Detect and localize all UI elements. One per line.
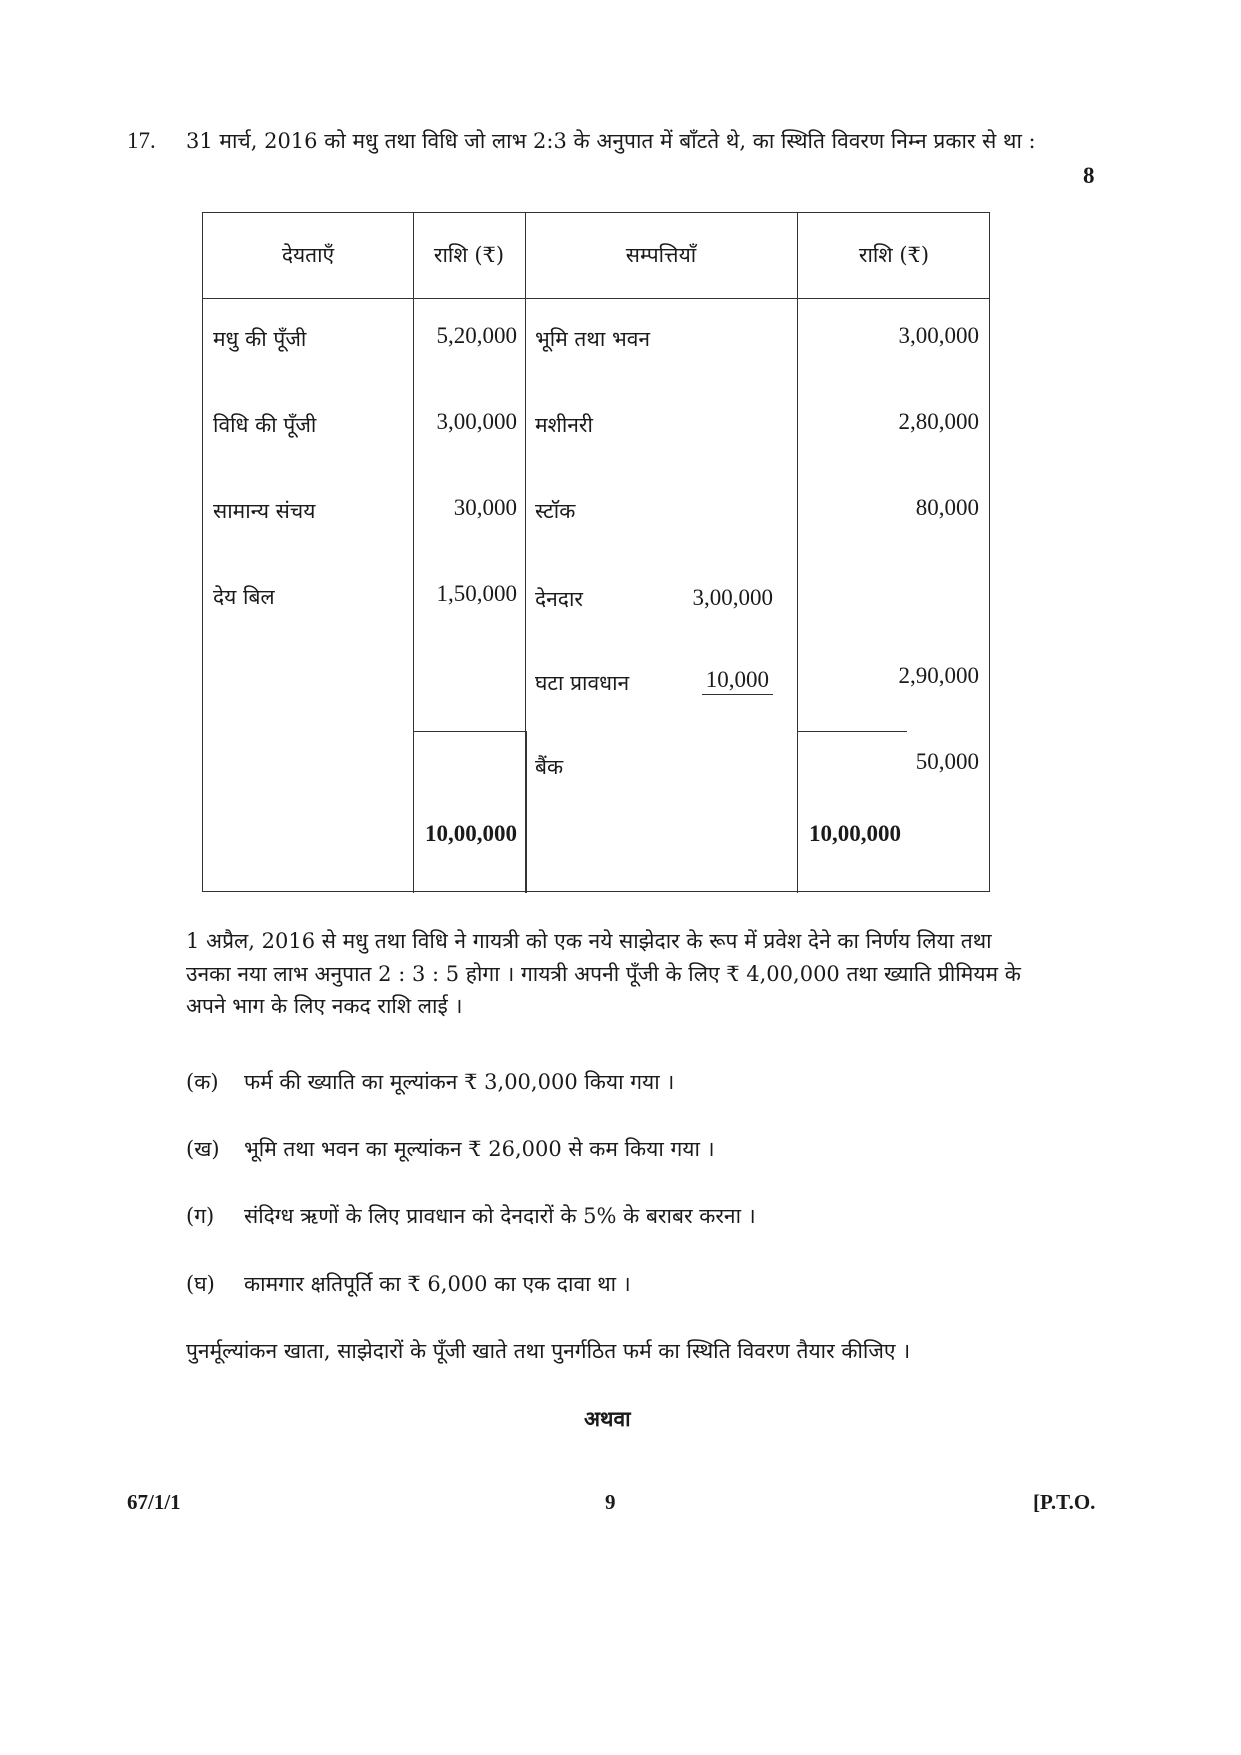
asset-inner-amount: 10,000 (673, 667, 773, 693)
adjustment-item (186, 1135, 715, 1163)
adjustment-item (186, 1068, 674, 1096)
footer-page-number: 9 (605, 1490, 616, 1514)
paragraph-line: उनका नया लाभ अनुपात 2 : 3 : 5 होगा । गायत्री अपनी पूँजी के लिए ₹ 4,00,000 तथा ख्याति प्रीमियम के (186, 961, 1021, 986)
asset-label: बैंक (535, 755, 564, 779)
liability-label: विधि की पूँजी (213, 413, 317, 437)
paragraph-line: अपने भाग के लिए नकद राशि लाई । (186, 994, 463, 1019)
total-box-left (413, 731, 527, 893)
asset-amount: 2,80,000 (898, 409, 979, 434)
asset-inner-amount: 3,00,000 (692, 585, 773, 610)
item-text: भूमि तथा भवन का मूल्यांकन ₹ 26,000 से कम किया गया । (244, 1137, 715, 1161)
asset-amount: 80,000 (915, 495, 979, 520)
item-label: (क) (186, 1070, 219, 1094)
asset-amount: 50,000 (915, 749, 979, 774)
instruction-text: पुनर्मूल्यांकन खाता, साझेदारों के पूँजी खाते तथा पुनर्गठित फर्म का स्थिति विवरण तैयार कीजिए । (186, 1339, 911, 1363)
item-label: (घ) (186, 1272, 215, 1296)
header-assets: सम्पत्तियाँ (625, 243, 697, 267)
question-number: 17. (127, 128, 156, 153)
header-liabilities: देयताएँ (281, 243, 335, 267)
header-divider (203, 298, 989, 299)
asset-label: भूमि तथा भवन (535, 327, 651, 351)
total-right: 10,00,000 (809, 821, 901, 846)
item-text: कामगार क्षतिपूर्ति का ₹ 6,000 का एक दावा था । (244, 1272, 631, 1296)
footer-code: 67/1/1 (127, 1490, 181, 1514)
liability-amount: 5,20,000 (436, 323, 517, 348)
footer-pto: [P.T.O. (1033, 1490, 1096, 1514)
item-label: (ग) (186, 1204, 215, 1228)
item-text: संदिग्ध ऋणों के लिए प्रावधान को देनदारों के 5% के बराबर करना । (244, 1204, 756, 1228)
or-separator: अथवा (584, 1406, 631, 1431)
balance-sheet-table (202, 212, 990, 892)
total-left: 10,00,000 (425, 821, 517, 846)
adjustment-item (186, 1202, 756, 1230)
asset-label: स्टॉक (535, 499, 576, 523)
liability-label: देय बिल (213, 585, 275, 609)
item-label: (ख) (186, 1137, 220, 1161)
asset-label: मशीनरी (535, 413, 593, 437)
item-text: फर्म की ख्याति का मूल्यांकन ₹ 3,00,000 किया गया । (244, 1070, 675, 1094)
liability-label: सामान्य संचय (213, 499, 316, 523)
asset-amount: 3,00,000 (898, 323, 979, 348)
total-box-right (797, 731, 907, 893)
paragraph-line: 1 अप्रैल, 2016 से मधु तथा विधि ने गायत्री को एक नये साझेदार के रूप में प्रवेश देने का निर्णय लिया तथा (186, 929, 992, 953)
asset-label: घटा प्रावधान (535, 671, 630, 695)
question-marks: 8 (1083, 163, 1095, 188)
liability-amount: 3,00,000 (436, 409, 517, 434)
liability-amount: 30,000 (453, 495, 517, 520)
liability-amount: 1,50,000 (436, 581, 517, 606)
asset-amount: 2,90,000 (898, 663, 979, 688)
asset-label: देनदार (535, 587, 583, 611)
question-text: 31 मार्च, 2016 को मधु तथा विधि जो लाभ 2:3 के अनुपात में बाँटते थे, का स्थिति विवरण निम्न प्रकार से था : (186, 129, 1036, 153)
liability-label: मधु की पूँजी (213, 327, 307, 351)
adjustment-item (186, 1270, 631, 1298)
admission-paragraph (186, 925, 1111, 1023)
header-amount-right: राशि (₹) (858, 243, 930, 267)
header-amount-left: राशि (₹) (433, 243, 505, 267)
